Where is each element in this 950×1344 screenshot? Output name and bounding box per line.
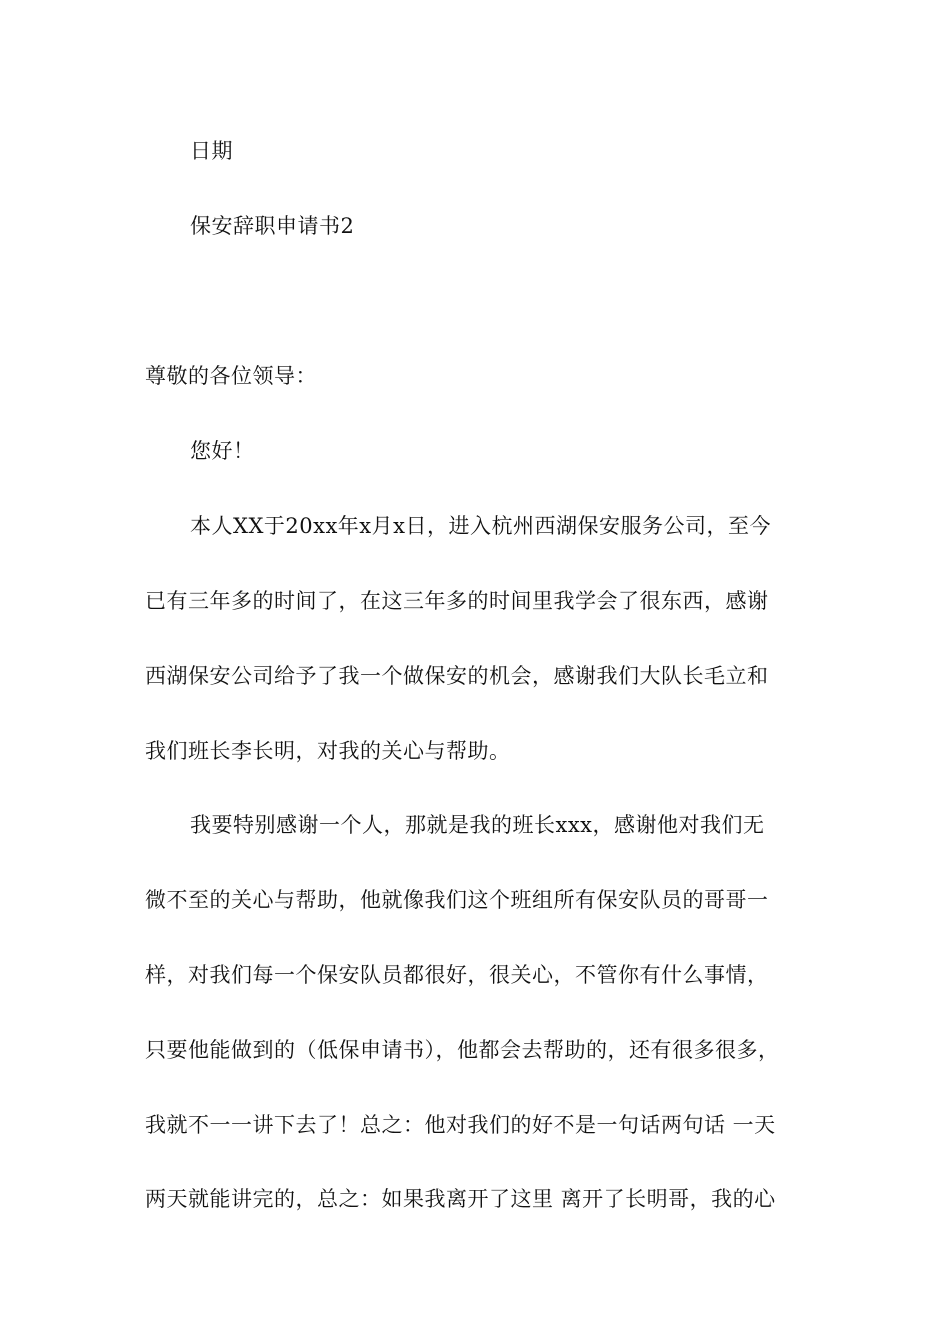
paragraph1-line: 本人XX于20xx年x月x日，进入杭州西湖保安服务公司，至今	[190, 514, 771, 538]
paragraph2-line: 两天就能讲完的，总之：如果我离开了这里 离开了长明哥，我的心	[145, 1187, 776, 1211]
paragraph2-line: 样，对我们每一个保安队员都很好，很关心，不管你有什么事情，	[145, 963, 769, 987]
paragraph2-line: 我要特别感谢一个人，那就是我的班长xxx，感谢他对我们无	[190, 813, 765, 837]
paragraph2-line: 只要他能做到的（低保申请书），他都会去帮助的，还有很多很多，	[145, 1038, 780, 1062]
paragraph1-line: 西湖保安公司给予了我一个做保安的机会，感谢我们大队长毛立和	[145, 664, 769, 688]
paragraph1-line: 我们班长李长明，对我的关心与帮助。	[145, 739, 511, 763]
document-title: 保安辞职申请书2	[190, 214, 355, 238]
greeting: 您好！	[190, 439, 255, 463]
paragraph1-line: 已有三年多的时间了，在这三年多的时间里我学会了很东西，感谢	[145, 589, 769, 613]
date-label: 日期	[190, 139, 233, 163]
salutation: 尊敬的各位领导：	[145, 364, 317, 388]
paragraph2-line: 微不至的关心与帮助，他就像我们这个班组所有保安队员的哥哥一	[145, 888, 769, 912]
paragraph2-line: 我就不一一讲下去了！总之：他对我们的好不是一句话两句话 一天	[145, 1113, 776, 1137]
